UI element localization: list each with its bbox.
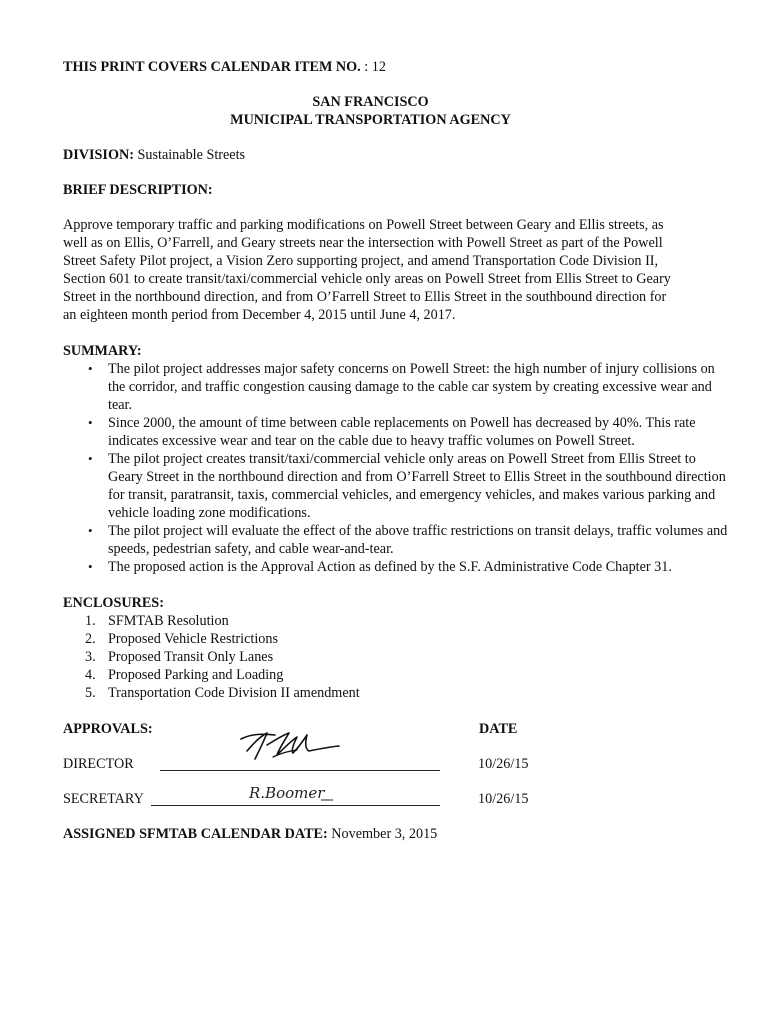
director-label: DIRECTOR	[63, 756, 134, 772]
calendar-item-value: : 12	[364, 59, 386, 75]
summary-item: • The pilot project addresses major safety concerns on Powell Street: the high number of injury collisions on the corridor, and traffic congestion causing damage to the cable car system by creating excessive wear and tear.	[108, 360, 728, 414]
calendar-date-line	[63, 825, 723, 843]
enclosure-text: Proposed Vehicle Restrictions	[108, 631, 278, 647]
secretary-row	[63, 784, 683, 808]
svg-text:R.Boomer: R.Boomer	[249, 784, 325, 802]
secretary-label: SECRETARY	[63, 791, 144, 807]
document-page	[63, 58, 728, 843]
enclosure-text: SFMTAB Resolution	[108, 613, 229, 629]
enclosure-item	[85, 684, 723, 702]
enclosure-number: 5.	[85, 685, 96, 701]
secretary-date: 10/26/15	[478, 791, 529, 807]
approvals-label: APPROVALS:	[63, 721, 153, 737]
summary-list	[63, 360, 728, 576]
calendar-date-value: November 3, 2015	[331, 826, 438, 842]
enclosure-text: Proposed Transit Only Lanes	[108, 649, 274, 665]
director-date: 10/26/15	[478, 756, 529, 772]
director-signature-line	[160, 770, 440, 771]
enclosure-text: Transportation Code Division II amendment	[108, 685, 360, 701]
division-value: Sustainable Streets	[137, 147, 246, 163]
approvals-header	[63, 720, 683, 738]
enclosure-number: 4.	[85, 667, 96, 683]
summary-item: • The proposed action is the Approval Action as defined by the S.F. Administrative Code Chapter 31.	[108, 558, 728, 576]
division-line	[63, 146, 723, 164]
brief-description-text: Approve temporary traffic and parking modifications on Powell Street between Geary and Ellis streets, as well as on Ellis, O’Farrell, and Geary streets near the intersection with Powell Street as part of the Powell Street Safety Pilot project, a Vision Zero supporting project, and amend Transportation Code Division II, Section 601 to create transit/taxi/commercial vehicle only areas on Powell Street from Ellis Street to Geary Street in the northbound direction, and from O’Farrell Street to Ellis Street in the southbound direction for an eighteen month period from December 4, 2015 until June 4, 2017.	[63, 217, 671, 323]
enclosure-item	[85, 648, 723, 666]
enclosure-item	[85, 630, 723, 648]
calendar-item-label: THIS PRINT COVERS CALENDAR ITEM NO.	[63, 59, 361, 75]
enclosure-number: 2.	[85, 631, 96, 647]
agency-city: SAN FRANCISCO	[312, 94, 429, 110]
date-header: DATE	[479, 721, 518, 737]
enclosures-label: ENCLOSURES:	[63, 595, 164, 611]
summary-item: • The pilot project creates transit/taxi/commercial vehicle only areas on Powell Street from Ellis Street to Geary Street in the northbound direction and from O’Farrell Street to Ellis Street in the southbound direction for transit, paratransit, taxis, commercial vehicles, and emergency vehicles, and makes various parking and vehicle loading zone modifications.	[108, 450, 728, 522]
calendar-date-label: ASSIGNED SFMTAB CALENDAR DATE:	[63, 826, 328, 842]
enclosure-item	[85, 666, 723, 684]
director-row	[63, 755, 683, 773]
enclosure-text: Proposed Parking and Loading	[108, 667, 284, 683]
director-signature	[233, 725, 343, 767]
enclosures-list	[63, 612, 723, 702]
agency-heading	[63, 93, 678, 129]
summary-label: SUMMARY:	[63, 343, 142, 359]
division-label: DIVISION:	[63, 147, 134, 163]
brief-description-label: BRIEF DESCRIPTION:	[63, 182, 213, 198]
enclosure-number: 3.	[85, 649, 96, 665]
secretary-signature	[247, 780, 337, 806]
agency-name: MUNICIPAL TRANSPORTATION AGENCY	[230, 112, 511, 128]
enclosure-number: 1.	[85, 613, 96, 629]
enclosure-item	[85, 612, 723, 630]
summary-item: • The pilot project will evaluate the effect of the above traffic restrictions on transit delays, traffic volumes and speeds, pedestrian safety, and cable wear-and-tear.	[108, 522, 728, 558]
summary-item: • Since 2000, the amount of time between cable replacements on Powell has decreased by 40%. This rate indicates excessive wear and tear on the cable due to heavy traffic volumes on Powell Street.	[108, 414, 728, 450]
calendar-item-line	[63, 58, 723, 76]
